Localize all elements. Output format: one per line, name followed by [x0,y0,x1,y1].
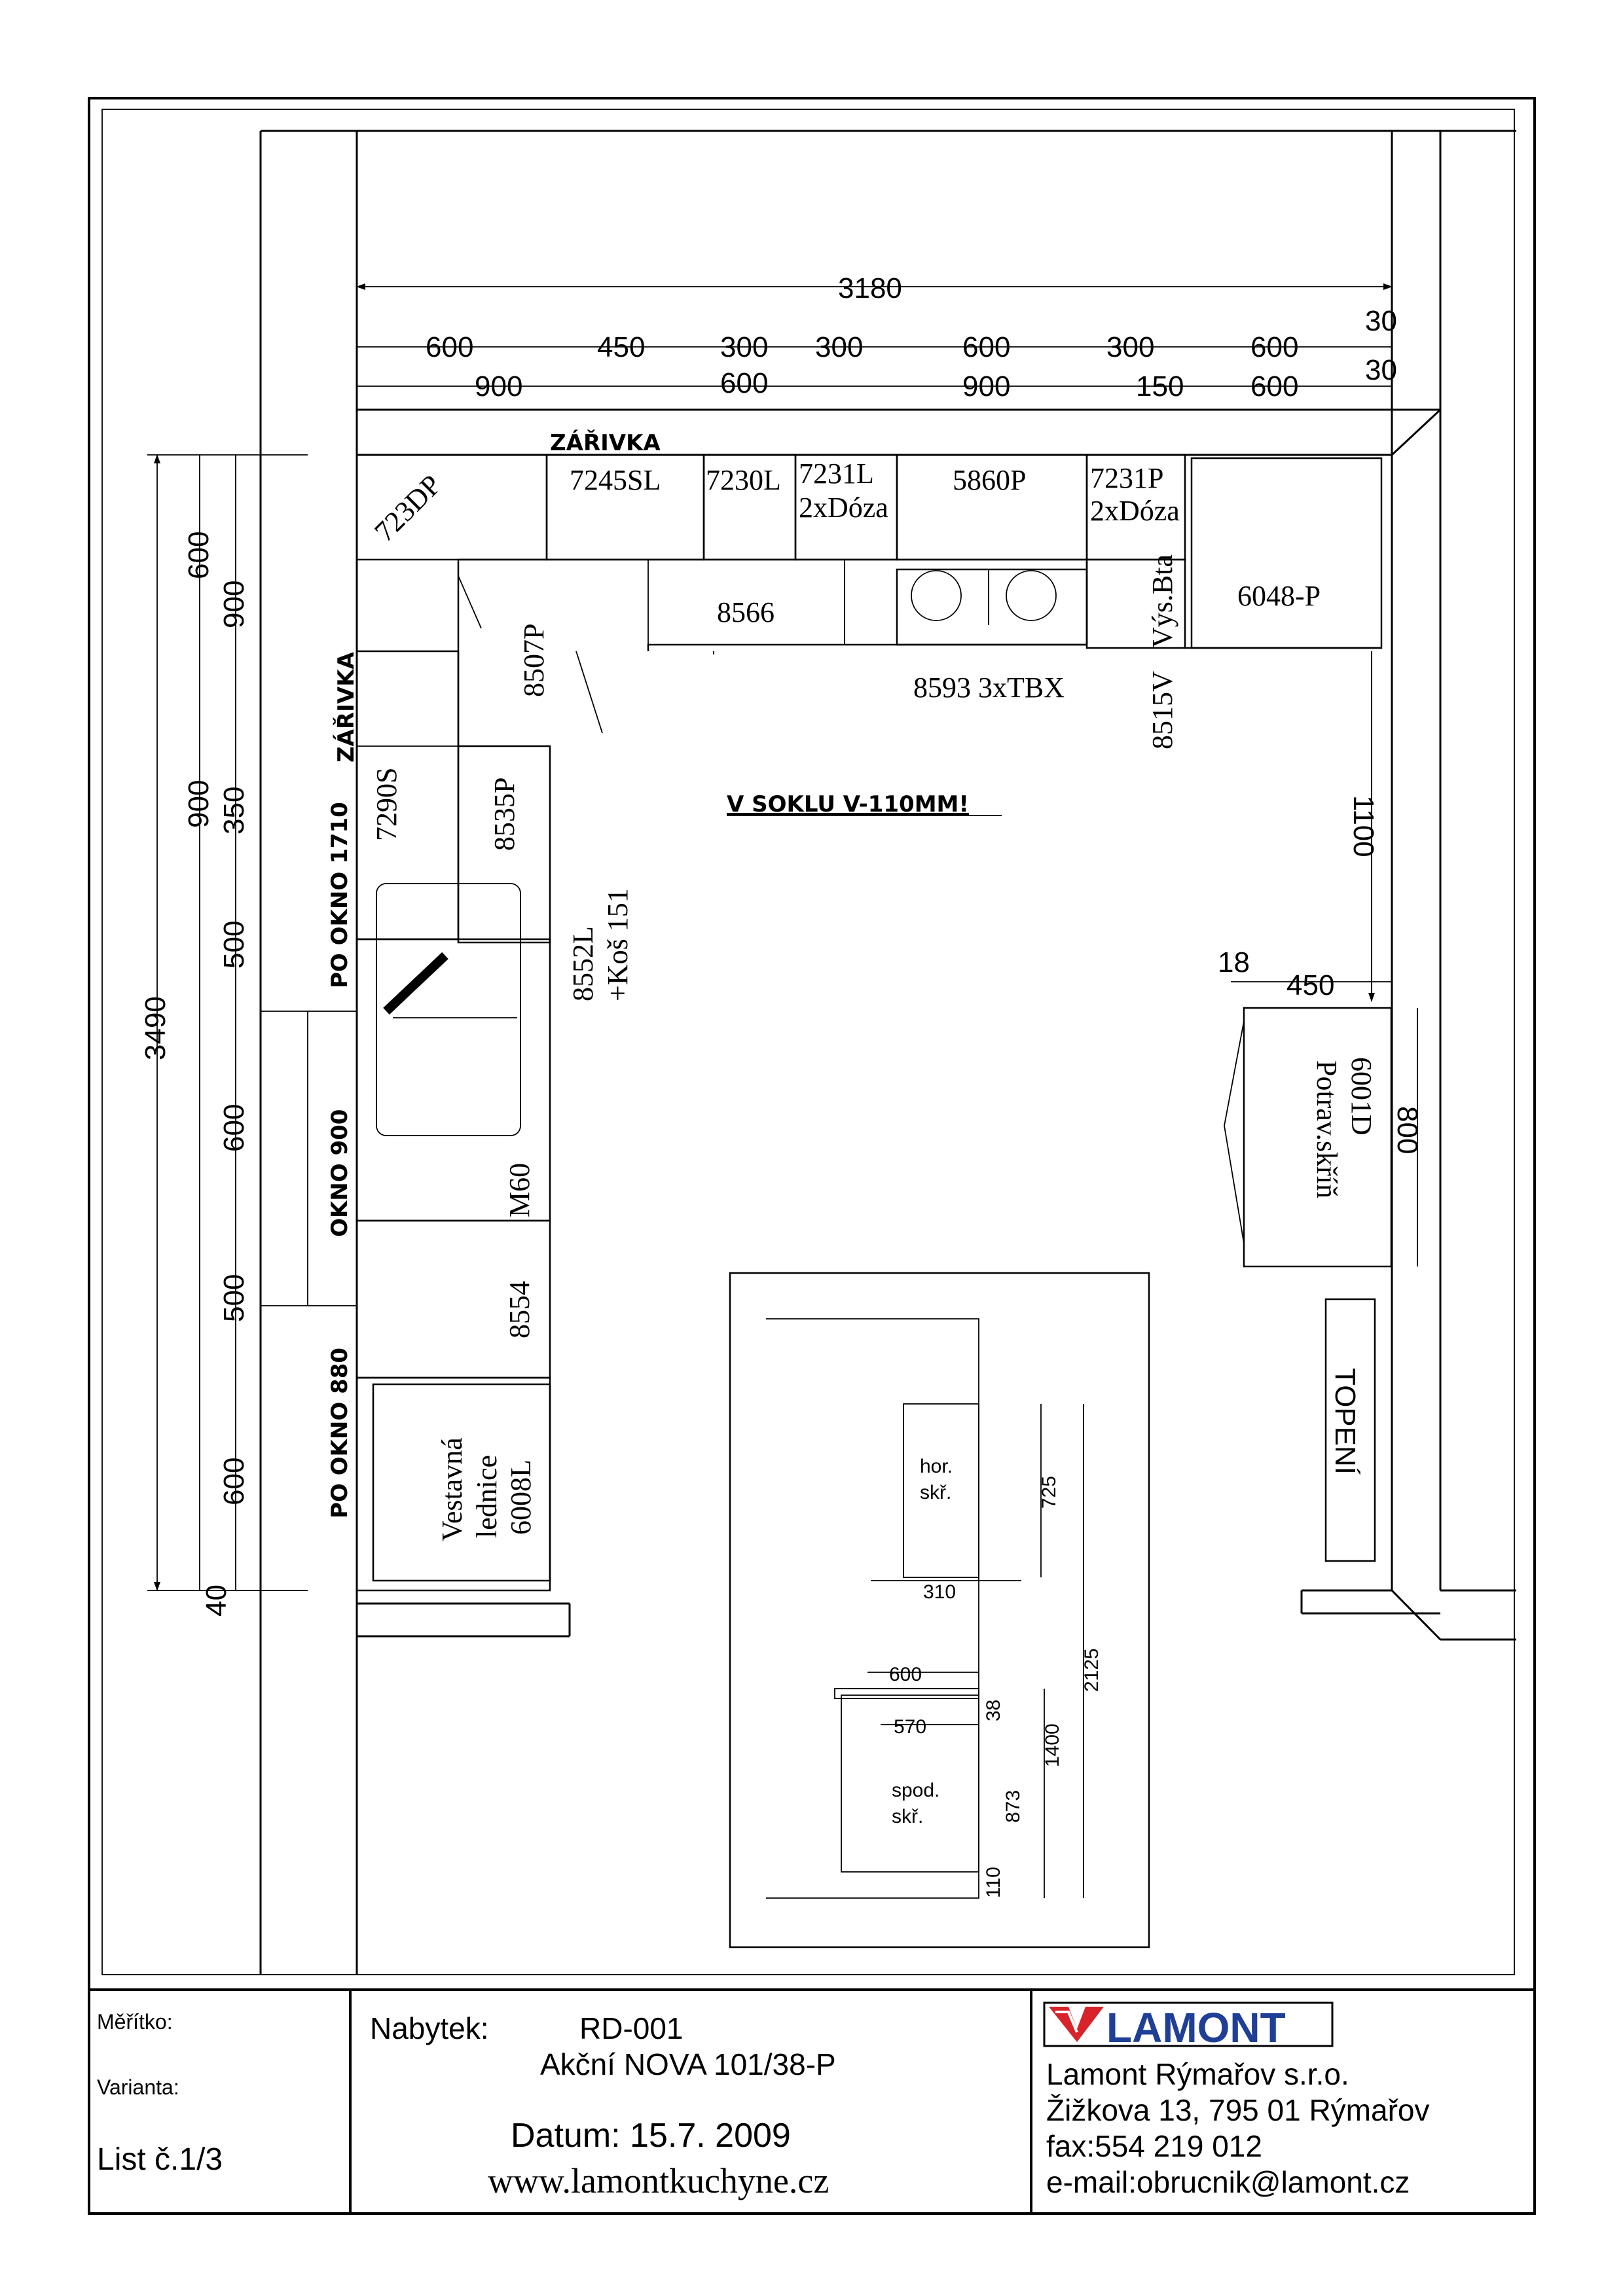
dim-top-r1: 600 [1250,331,1299,363]
section-d873: 873 [1002,1789,1024,1823]
unit-8535p: 8535P [488,777,520,851]
dim-top-r1: 300 [720,331,769,363]
section-spod: spod. [892,1780,940,1801]
tb-meritko: Měřítko: [97,2010,173,2034]
section-d570: 570 [894,1716,927,1738]
fridge-label-2: lednice [471,1454,503,1538]
unit-723dp: 723DP [368,468,448,548]
unit-8593: 8593 3xTBX [913,672,1065,704]
unit-m60: M60 [503,1162,536,1217]
dim-left-outer: 40 [200,1585,232,1617]
dim-top-r1: 600 [426,331,474,363]
dim-left-total: 3490 [139,996,172,1060]
dim-top-r2: 900 [962,370,1011,403]
unit-7231l: 7231L [799,457,874,490]
dim-right-450: 450 [1286,969,1335,1001]
unit-7231p: 7231P [1090,462,1164,494]
dim-left-inner: 900 [218,580,250,628]
section-d725: 725 [1038,1475,1060,1509]
dim-left-inner: 600 [218,1103,250,1152]
section-hor2: skř. [920,1482,952,1503]
section-panel [730,1273,1149,1947]
dim-top-right: 30 [1365,354,1397,386]
unit-6048p: 6048-P [1237,580,1321,612]
unit-vys: Výs.Bta [1146,554,1178,648]
dim-top-r1: 300 [1106,331,1155,363]
fridge-label-1: Vestavná [436,1437,468,1541]
dim-left-inner: 600 [218,1457,250,1505]
tb-company: Lamont Rýmařov s.r.o. [1046,2057,1349,2091]
fridge-label-3: 6008L [505,1460,537,1535]
dim-top-r2: 600 [720,367,769,399]
section-d110: 110 [983,1867,1004,1898]
dim-top-r1: 450 [597,331,646,363]
unit-8566: 8566 [717,596,775,628]
dim-right-800: 800 [1391,1106,1423,1155]
section-d2125: 2125 [1081,1648,1103,1692]
tb-varianta: Varianta: [97,2075,179,2099]
dim-left-outer: 900 [183,780,215,828]
unit-7245sl: 7245SL [570,464,661,496]
unit-7231l-sub: 2xDóza [799,492,888,524]
unit-8554: 8554 [503,1281,536,1338]
tb-email: e-mail:obrucnik@lamont.cz [1046,2165,1410,2199]
section-d1400: 1400 [1042,1723,1063,1767]
label-okno-900: OKNO 900 [327,1109,353,1237]
dim-right-18: 18 [1218,946,1250,978]
pantry-label-2: Potrav.skříň [1311,1060,1343,1199]
dim-left-inner: 350 [218,786,250,834]
dim-top-r1: 300 [815,331,864,363]
label-zarivka-left: ZÁŘIVKA [333,652,359,762]
dim-left-outer: 600 [183,531,215,579]
tb-nabytek-code: RD-001 [579,2011,684,2045]
tb-nabytek-label: Nabytek: [370,2011,489,2045]
dim-top-r2: 600 [1250,370,1299,403]
dim-right-1100: 1100 [1347,795,1379,857]
section-d310: 310 [923,1581,957,1603]
unit-5860p: 5860P [953,464,1027,496]
tb-fax: fax:554 219 012 [1046,2129,1262,2163]
section-hor: hor. [920,1456,953,1477]
section-d600: 600 [889,1664,922,1685]
pantry-label-1: 6001D [1345,1057,1377,1136]
unit-8552l-sub: +Koš 151 [602,888,634,1001]
label-po-okno-880: PO OKNO 880 [327,1347,353,1518]
unit-8552l: 8552L [567,926,599,1001]
unit-7231p-sub: 2xDóza [1090,495,1180,527]
section-spod2: skř. [892,1806,924,1827]
label-topeni: TOPENÍ [1329,1368,1361,1475]
dim-left-inner: 500 [218,1274,250,1322]
dim-top-r2: 150 [1136,370,1184,403]
tb-address: Žižkova 13, 795 01 Rýmařov [1046,2093,1430,2127]
tb-nabytek-name: Akční NOVA 101/38-P [540,2047,836,2081]
dim-top-total: 3180 [838,272,902,304]
dim-top-r2: 900 [475,370,523,403]
label-zarivka-top: ZÁŘIVKA [550,430,661,456]
unit-7230l: 7230L [706,464,781,496]
unit-8515v: 8515V [1146,671,1178,749]
tb-logo-text: LAMONT [1106,2004,1286,2051]
inner-frame [102,109,1514,1975]
tb-list: List č.1/3 [97,2142,223,2177]
dim-left-inner: 500 [218,920,250,969]
tb-datum: Datum: 15.7. 2009 [511,2117,791,2155]
unit-8507p: 8507P [518,623,550,697]
dim-top-r1: 600 [962,331,1011,363]
unit-7290s: 7290S [371,767,403,841]
tb-web: www.lamontkuchyne.cz [488,2161,830,2200]
section-d38: 38 [983,1699,1004,1721]
label-po-okno-1710: PO OKNO 1710 [327,802,353,988]
dim-top-right: 30 [1365,305,1397,337]
label-v-soklu: V SOKLU V-110MM! [727,791,969,817]
